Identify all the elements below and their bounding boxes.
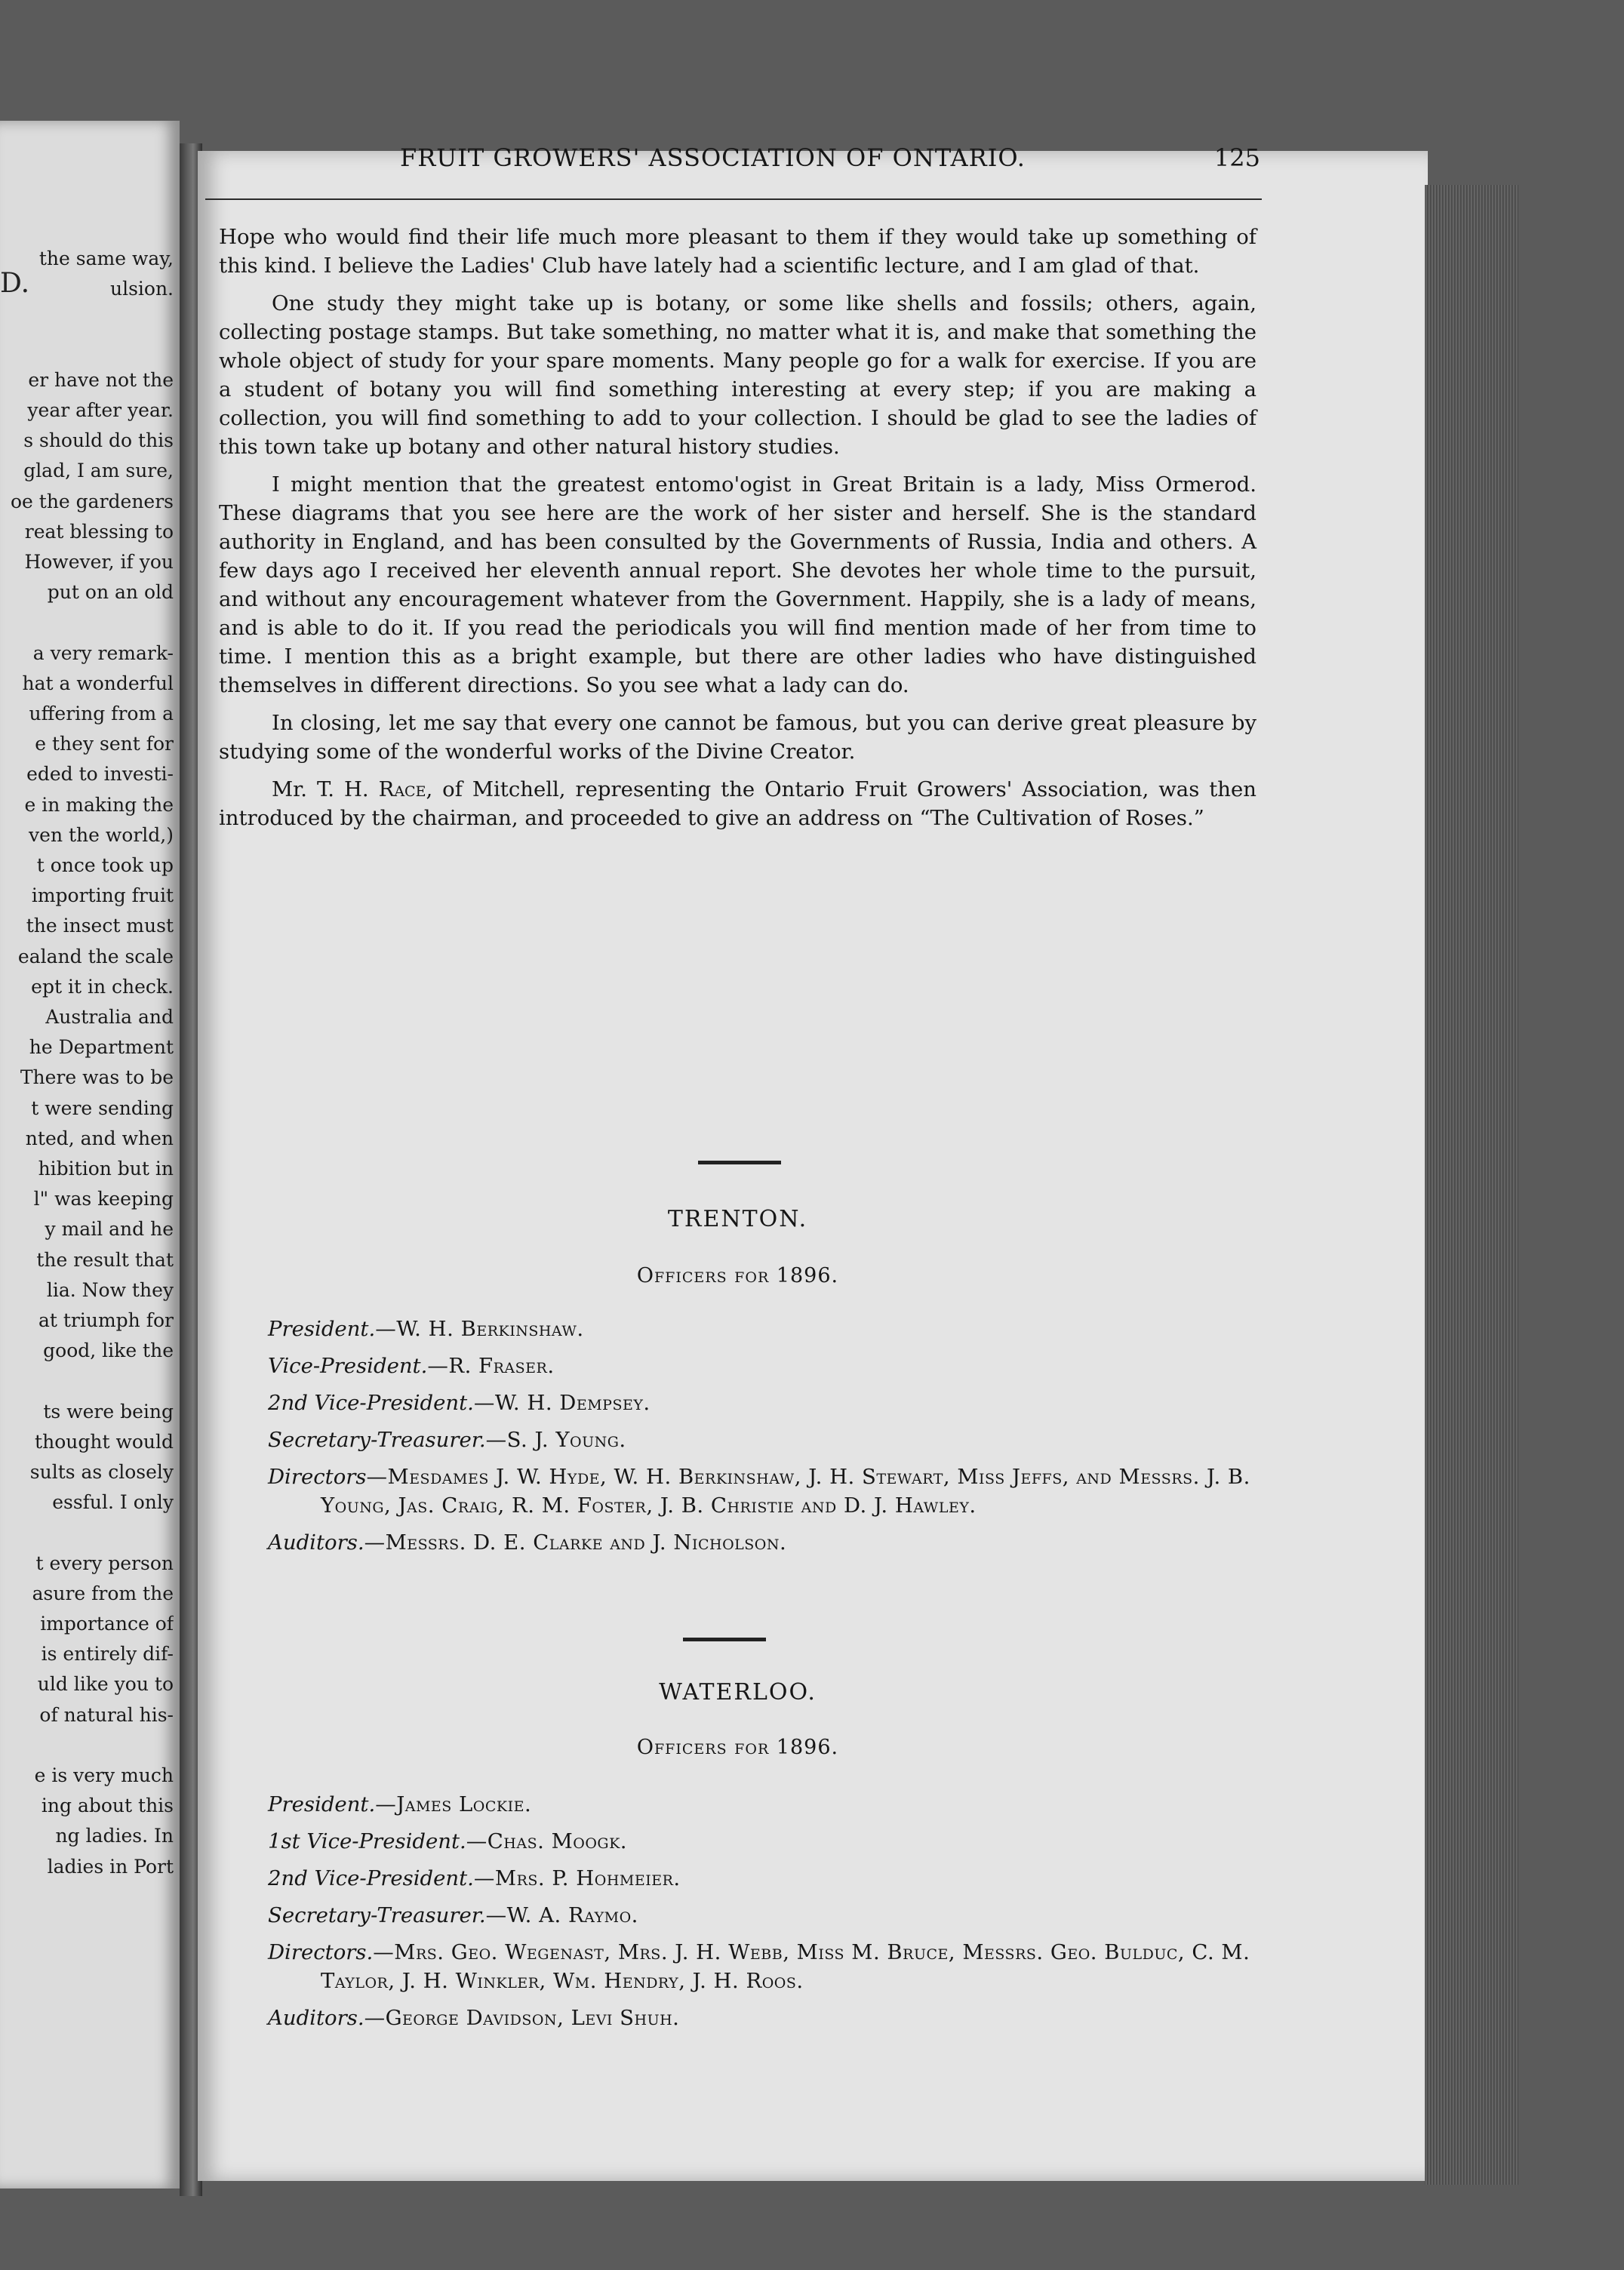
left-page-fragment-line: ing about this: [41, 1795, 174, 1817]
left-page-fragment-line: ng ladies. In: [55, 1825, 174, 1847]
officer-entry: [268, 1426, 1256, 1454]
officer-entry: [268, 1352, 1256, 1380]
left-page-text-fragments: [0, 121, 174, 2188]
body-text: [219, 223, 1256, 841]
left-page-fragment-line: ulsion.: [109, 278, 174, 300]
paragraph: Hope who would find their life much more pleasant to them if they would take up something of this kind. I believe the Ladies' Club have lately had a scientific lecture, and I am glad of that.: [219, 225, 1256, 278]
page-edges: [1425, 185, 1518, 2185]
left-page-fragment-line: thought would: [35, 1430, 174, 1453]
left-page-fragment-line: importance of: [40, 1613, 174, 1635]
officer-entry: [268, 1389, 1256, 1417]
left-page-fragment-line: l" was keeping: [33, 1188, 174, 1210]
section-title-waterloo: WATERLOO.: [659, 1679, 817, 1706]
officer-role: 2nd Vice-President.: [268, 1391, 474, 1415]
officer-names: —Chas. Moogk.: [466, 1829, 628, 1853]
officer-names: —R. Fraser.: [427, 1354, 555, 1378]
left-page-fragment-line: s should do this: [23, 429, 174, 452]
left-page-fragment-line: t once took up: [36, 854, 174, 876]
page-number: 125: [1213, 143, 1260, 172]
officer-names: —Messrs. D. E. Clarke and J. Nicholson.: [364, 1530, 787, 1555]
officer-role: 2nd Vice-President.: [268, 1866, 474, 1890]
officer-entry: [268, 2004, 1256, 2032]
officer-entry: [268, 1463, 1256, 1520]
left-page-fragment-line: good, like the: [43, 1340, 174, 1362]
left-page-fragment-line: oe the gardeners: [10, 490, 174, 512]
left-page-fragment-line: ept it in check.: [31, 975, 174, 998]
section-divider-waterloo: [683, 1638, 766, 1641]
left-page-fragment-line: Australia and: [45, 1006, 174, 1028]
officer-names: —Mrs. Geo. Wegenast, Mrs. J. H. Webb, Miss M. Bruce, Messrs. Geo. Bulduc, C. M. Taylor, J. H. Winkler, Wm. Hendry, J. H. Roos.: [321, 1940, 1250, 1993]
officer-role: Directors.: [268, 1940, 374, 1964]
section-subtitle-trenton: Officers for 1896.: [636, 1264, 839, 1287]
left-page-fragment-line: of natural his-: [39, 1703, 174, 1726]
left-page-fragment-line: ladies in Port: [47, 1855, 174, 1878]
officer-names: —W. A. Raymo.: [485, 1903, 638, 1927]
left-page-fragment-line: However, if you: [24, 551, 174, 573]
officer-role: 1st Vice-President.: [268, 1829, 466, 1853]
paragraph: In closing, let me say that every one cannot be famous, but you can derive great pleasure by studying some of the wonderful works of the Divine Creator.: [219, 711, 1256, 764]
left-page-fragment-line: e they sent for: [35, 733, 174, 755]
left-page-fragment-line: uffering from a: [29, 703, 174, 724]
left-page-fragment-line: glad, I am sure,: [23, 460, 174, 482]
officer-entry: [268, 1790, 1256, 1819]
officers-list-waterloo: [268, 1790, 1256, 2041]
left-facing-page: [0, 121, 180, 2188]
officers-list-trenton: [268, 1315, 1256, 1565]
left-page-fragment-line: reat blessing to: [24, 520, 174, 543]
officer-role: Auditors.: [268, 1530, 364, 1555]
officer-names: —James Lockie.: [375, 1792, 532, 1816]
officer-role: Secretary-Treasurer.: [268, 1428, 486, 1452]
officer-role: Auditors.: [268, 2006, 364, 2030]
officer-entry: [268, 1315, 1256, 1343]
left-page-fragment-line: There was to be: [20, 1066, 174, 1089]
officer-names: —W. H. Dempsey.: [473, 1391, 651, 1415]
left-page-fragment-line: year after year.: [27, 399, 174, 421]
left-page-fragment-line: ven the world,): [29, 823, 174, 846]
officer-role: Directors: [268, 1465, 367, 1489]
left-page-fragment-line: put on an old: [47, 581, 174, 604]
left-page-fragment-line: at triumph for: [38, 1309, 174, 1331]
section-title-trenton: TRENTON.: [667, 1206, 808, 1232]
left-page-fragment-line: essful. I only: [52, 1491, 174, 1514]
left-page-fragment-line: ealand the scale: [17, 945, 174, 967]
left-page-fragment-line: lia. Now they: [46, 1278, 174, 1301]
left-page-fragment-line: the result that: [36, 1248, 174, 1271]
officer-role: Vice-President.: [268, 1354, 428, 1378]
officer-names: —George Davidson, Levi Shuh.: [364, 2006, 680, 2030]
left-page-fragment-line: uld like you to: [37, 1673, 174, 1696]
left-page-fragment-line: er have not the: [28, 368, 174, 391]
left-page-fragment-line: he Department: [29, 1036, 174, 1059]
left-page-fragment-line: the insect must: [26, 915, 174, 937]
left-page-fragment-line: nted, and when: [25, 1127, 174, 1149]
officer-role: President.: [268, 1317, 376, 1341]
officer-entry: [268, 1938, 1256, 1995]
officer-names: —Mrs. P. Hohmeier.: [473, 1866, 681, 1890]
section-subtitle-waterloo: Officers for 1896.: [636, 1736, 839, 1759]
left-page-header-fragment: D.: [0, 268, 30, 299]
left-page-fragment-line: hat a wonderful: [22, 672, 174, 694]
paragraph: I might mention that the greatest entomo'ogist in Great Britain is a lady, Miss Ormerod. These diagrams that you see here are the work of her sister and herself. She is the standard authority in England, and has been consulted by the Governments of Russia, India and others. A few days ago I received her eleventh annual report. She devotes her whole time to the pursuit, and without any encouragement whatever from the Government. Happily, she is a lady of means, and is able to do it. If you read the periodicals you will find mention made of her from time to time. I mention this as a bright example, but there are other ladies who have distinguished themselves in different directions. So you see what a lady can do.: [219, 472, 1256, 697]
paragraph: One study they might take up is botany, or some like shells and fossils; others, again, collecting postage stamps. But take something, no matter what it is, and make that something the whole object of study for your spare moments. Many people go for a walk for exercise. If you are a student of botany you will find something interesting at every step; if you are making a collection, you will find something to add to your collection. I should be glad to see the ladies of this town take up botany and other natural history studies.: [219, 291, 1256, 459]
left-page-fragment-line: t were sending: [31, 1097, 174, 1119]
left-page-fragment-line: importing fruit: [31, 884, 174, 907]
officer-entry: [268, 1827, 1256, 1856]
left-page-fragment-line: eded to investi-: [26, 763, 174, 786]
officer-entry: [268, 1901, 1256, 1930]
officer-names: —S. J. Young.: [485, 1428, 626, 1452]
left-page-fragment-line: asure from the: [32, 1582, 174, 1604]
left-page-fragment-line: e in making the: [24, 793, 174, 816]
running-head: [189, 143, 1260, 189]
left-page-fragment-line: is entirely dif-: [41, 1643, 174, 1666]
section-divider-trenton: [698, 1161, 781, 1164]
officer-role: President.: [268, 1792, 376, 1816]
left-page-fragment-line: the same way,: [38, 248, 174, 269]
officer-names: —Mesdames J. W. Hyde, W. H. Berkinshaw, J. H. Stewart, Miss Jeffs, and Messrs. J. B. Young, Jas. Craig, R. M. Foster, J. B. Christie and D. J. Hawley.: [321, 1465, 1250, 1518]
left-page-fragment-line: e is very much: [34, 1764, 174, 1786]
left-page-fragment-line: sults as closely: [29, 1461, 174, 1483]
left-page-fragment-line: ts were being: [43, 1400, 174, 1423]
officer-role: Secretary-Treasurer.: [268, 1903, 486, 1927]
officer-names: —W. H. Berkinshaw.: [375, 1317, 584, 1341]
officer-entry: [268, 1864, 1256, 1893]
left-page-fragment-line: t every person: [35, 1552, 174, 1574]
header-rule: [205, 198, 1262, 200]
paragraph-race: Mr. T. H. Race, of Mitchell, representing the Ontario Fruit Growers' Association, was then introduced by the chairman, and proceeded to give an address on “The Cultivation of Roses.”: [219, 777, 1256, 830]
left-page-fragment-line: y mail and he: [45, 1218, 174, 1241]
left-page-fragment-line: a very remark-: [32, 641, 174, 664]
page-header-title: FRUIT GROWERS' ASSOCIATION OF ONTARIO.: [400, 143, 1026, 172]
officer-entry: [268, 1528, 1256, 1557]
left-page-fragment-line: hibition but in: [38, 1158, 174, 1180]
